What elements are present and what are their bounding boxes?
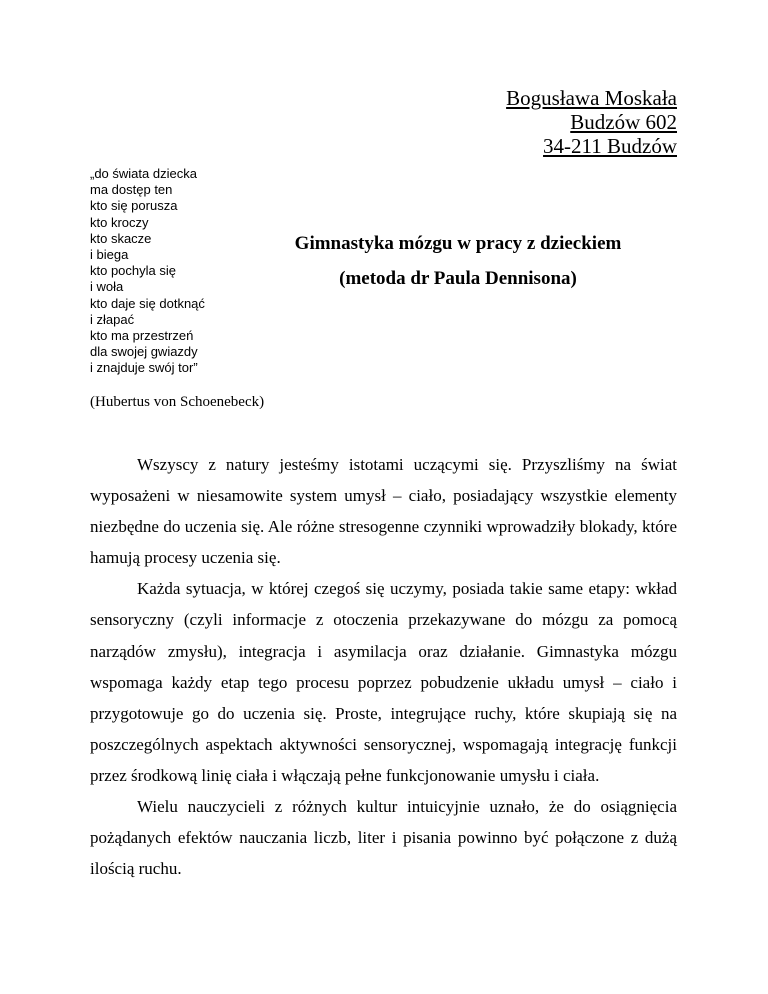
poem-line: kto ma przestrzeń bbox=[90, 328, 194, 344]
address-postal: 34-211 Budzów bbox=[543, 134, 677, 158]
poem-line: kto się porusza bbox=[90, 198, 178, 214]
paragraph: Wielu nauczycieli z różnych kultur intuicyjnie uznało, że do osiągnięcia pożądanych efektów nauczania liczb, liter i pisania powinno być połączone z dużą ilością ruchu. bbox=[90, 797, 677, 879]
poem-line: kto kroczy bbox=[90, 214, 149, 230]
paragraph: Każda sytuacja, w której czegoś się uczymy, posiada takie same etapy: wkład sensoryczny (czyli informacje z otoczenia przekazywane do mózgu za pomocą narządów zmysłu), integracja i asymilacja oraz działanie. Gimnastyka mózgu wspomaga każdy etap tego procesu poprzez pobudzenie układu umysł – ciało i przygotowuje go do uczenia się. Proste, integrujące ruchy, które skupiają się na poszczególnych aspektach aktywności sensorycznej, wspomagają integrację funkcji przez środkową linię ciała i włączają pełne funkcjonowanie umysłu i ciała. bbox=[90, 579, 677, 785]
body-text bbox=[90, 449, 677, 884]
poem-line: i znajduje swój tor” bbox=[90, 360, 198, 376]
address-street: Budzów 602 bbox=[570, 110, 677, 134]
poem-line: i złapać bbox=[90, 311, 135, 327]
poem-line: kto skacze bbox=[90, 230, 152, 246]
poem-author: (Hubertus von Schoenebeck) bbox=[90, 394, 265, 410]
poem-line: i woła bbox=[90, 279, 124, 295]
author-name: Bogusława Moskała bbox=[506, 86, 677, 110]
document-title: Gimnastyka mózgu w pracy z dzieckiem bbox=[294, 233, 622, 254]
poem-line: „do świata dziecka bbox=[90, 166, 197, 181]
document-subtitle: (metoda dr Paula Dennisona) bbox=[339, 268, 577, 289]
epigraph-poem bbox=[90, 166, 205, 377]
author-address bbox=[506, 86, 677, 158]
poem-line: kto daje się dotknąć bbox=[90, 295, 205, 311]
poem-line: dla swojej gwiazdy bbox=[90, 344, 198, 360]
poem-line: ma dostęp ten bbox=[90, 182, 173, 198]
poem-line: kto pochyla się bbox=[90, 263, 176, 279]
paragraph: Wszyscy z natury jesteśmy istotami uczącymi się. Przyszliśmy na świat wyposażeni w niesamowite system umysł – ciało, posiadający wszystkie elementy niezbędne do uczenia się. Ale różne stresogenne czynniki wprowadziły blokady, które hamują procesy uczenia się. bbox=[90, 455, 677, 568]
poem-line: i biega bbox=[90, 247, 129, 263]
